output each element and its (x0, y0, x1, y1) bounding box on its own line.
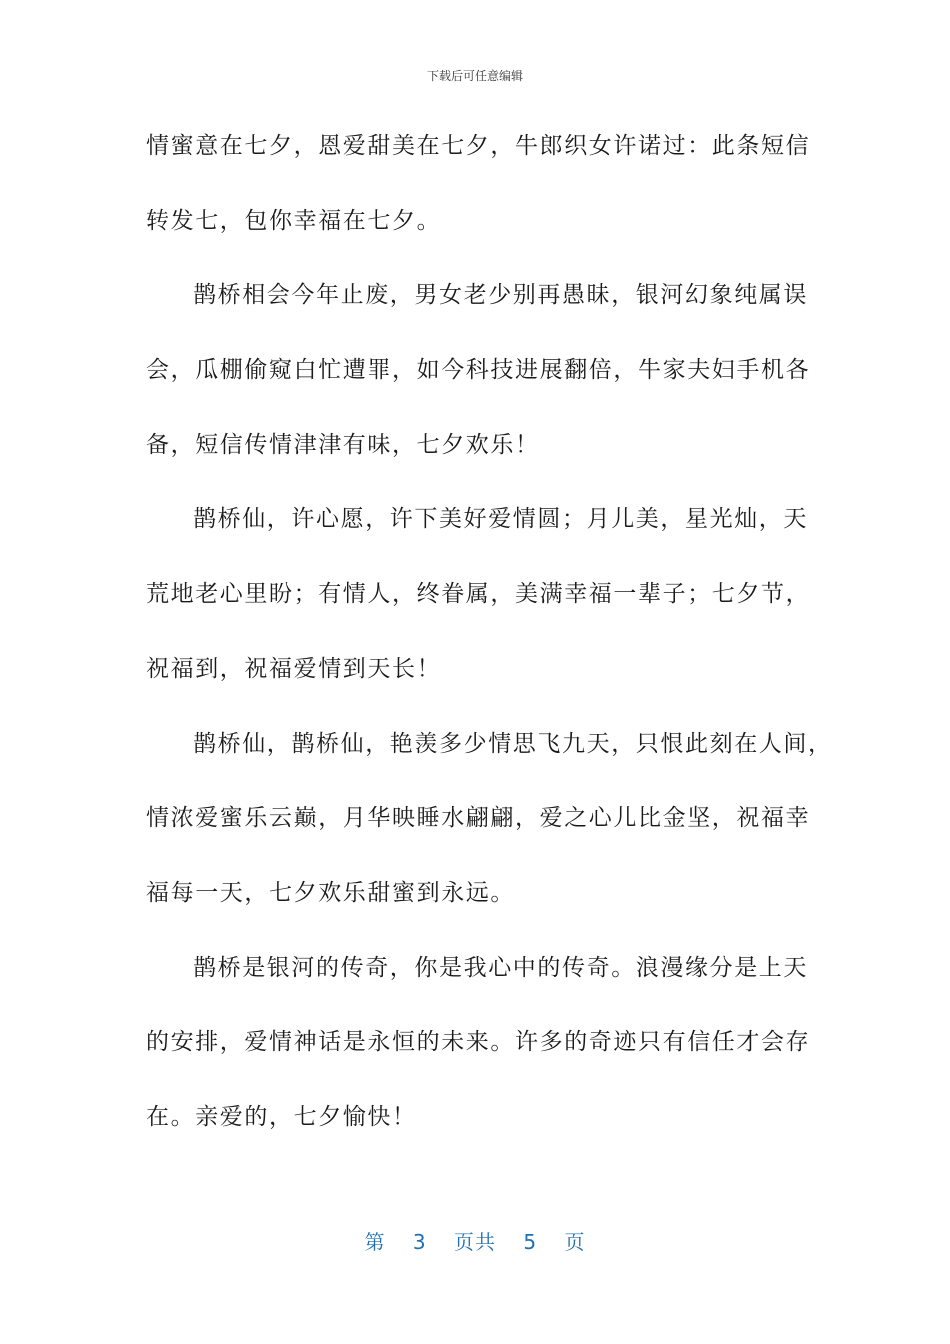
page-header: 下载后可任意编辑 (426, 69, 523, 83)
paragraph-start-line: 鹊桥是银河的传奇，你是我心中的传奇。浪漫缘分是上天 (193, 954, 808, 981)
text-line: 祝福到，祝福爱情到天长！ (146, 655, 442, 682)
text-line: 会，瓜棚偷窥白忙遭罪，如今科技进展翻倍，牛家夫妇手机各 (146, 357, 811, 384)
paragraph-start-line: 鹊桥仙，鹊桥仙，艳羡多少情思飞九天，只恨此刻在人间， (193, 730, 833, 757)
paragraph-start-line: 鹊桥仙，许心愿，许下美好爱情圆；月儿美，星光灿，天 (193, 506, 808, 533)
footer-prefix: 第 (364, 1230, 386, 1254)
text-line: 情浓爱蜜乐云巅，月华映睡水翩翩，爱之心儿比金坚，祝福幸 (146, 805, 811, 832)
footer-middle: 页共 (454, 1230, 496, 1254)
text-line: 福每一天，七夕欢乐甜蜜到永远。 (146, 879, 515, 906)
page-footer (0, 1226, 950, 1255)
paragraph-start-line: 鹊桥相会今年止废，男女老少别再愚昧，银河幻象纯属误 (193, 282, 808, 309)
footer-page-number: 3 (412, 1230, 427, 1254)
document-body (146, 118, 833, 1164)
text-line: 荒地老心里盼；有情人，终眷属，美满幸福一辈子；七夕节， (146, 581, 811, 608)
text-line: 在。亲爱的，七夕愉快！ (146, 1103, 417, 1130)
text-line: 情蜜意在七夕，恩爱甜美在七夕，牛郎织女许诺过：此条短信 (146, 133, 811, 159)
text-line: 转发七，包你幸福在七夕。 (146, 207, 442, 234)
footer-suffix: 页 (564, 1230, 586, 1254)
footer-total-pages: 5 (523, 1230, 538, 1254)
text-line: 备，短信传情津津有味，七夕欢乐！ (146, 431, 540, 458)
text-line: 的安排，爱情神话是永恒的未来。许多的奇迹只有信任才会存 (146, 1029, 811, 1056)
